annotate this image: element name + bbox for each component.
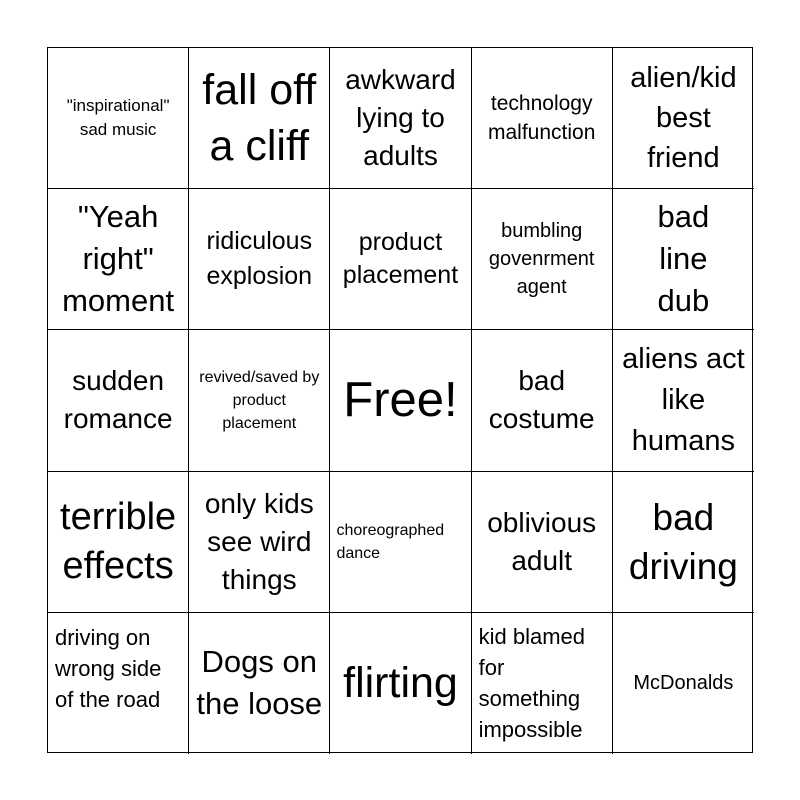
bingo-cell[interactable] [472, 330, 613, 471]
bingo-cell-text: revived/saved by product placement [199, 368, 320, 432]
bingo-cell[interactable] [48, 48, 189, 189]
bingo-cell[interactable] [48, 189, 189, 330]
bingo-cell-text: driving on wrong side of the road [55, 625, 162, 713]
bingo-cell-text: alien/kid best friend [630, 62, 737, 175]
bingo-cell-text: McDonalds [633, 672, 734, 695]
bingo-cell-text: flirting [343, 659, 458, 708]
bingo-cell-text: oblivious adult [487, 506, 597, 576]
bingo-cell[interactable] [472, 48, 613, 189]
bingo-cell-text: terrible effects [60, 495, 177, 587]
bingo-cell[interactable] [472, 472, 613, 613]
bingo-cell[interactable] [330, 613, 471, 754]
bingo-cell-text: aliens act like humans [622, 342, 745, 457]
bingo-cell-text: ridiculous explosion [206, 227, 313, 291]
bingo-cell[interactable] [189, 472, 330, 613]
bingo-cell[interactable] [48, 330, 189, 471]
bingo-cell-text: Dogs on the loose [196, 644, 323, 722]
bingo-cell[interactable] [330, 189, 471, 330]
bingo-cell[interactable] [189, 189, 330, 330]
bingo-cell[interactable] [472, 613, 613, 754]
bingo-cell-text: awkward lying to adults [345, 64, 456, 172]
bingo-cell-text: choreographed dance [336, 521, 445, 562]
bingo-cell[interactable] [189, 48, 330, 189]
bingo-cell[interactable] [330, 48, 471, 189]
bingo-cell[interactable] [613, 472, 754, 613]
bingo-cell-text: technology malfunction [487, 92, 596, 145]
bingo-cell[interactable] [472, 189, 613, 330]
bingo-cell-text: product placement [342, 228, 459, 290]
bingo-cell-text: bad line dub [657, 199, 710, 319]
bingo-cell-text: bad driving [628, 496, 738, 587]
bingo-cell[interactable] [613, 48, 754, 189]
bingo-cell[interactable] [613, 330, 754, 471]
bingo-cell[interactable] [613, 189, 754, 330]
bingo-cell-text: only kids see wird things [204, 487, 314, 595]
free-space-cell[interactable] [330, 330, 471, 471]
bingo-cell-text: bad costume [488, 365, 595, 435]
bingo-cell[interactable] [48, 613, 189, 754]
bingo-cell[interactable] [330, 472, 471, 613]
bingo-cell[interactable] [613, 613, 754, 754]
bingo-cell-text: sudden romance [63, 365, 173, 435]
bingo-cell-text: "inspirational" sad music [66, 96, 170, 140]
bingo-cell-text: kid blamed for something impossible [478, 624, 585, 743]
free-space-text: Free! [343, 373, 458, 428]
bingo-cell[interactable] [48, 472, 189, 613]
bingo-cell-text: "Yeah right" moment [62, 199, 175, 319]
bingo-cell-text: bumbling govenrment agent [488, 220, 595, 299]
bingo-cell[interactable] [189, 330, 330, 471]
bingo-cell[interactable] [189, 613, 330, 754]
bingo-board [47, 47, 753, 753]
bingo-cell-text: fall off a cliff [202, 66, 317, 171]
